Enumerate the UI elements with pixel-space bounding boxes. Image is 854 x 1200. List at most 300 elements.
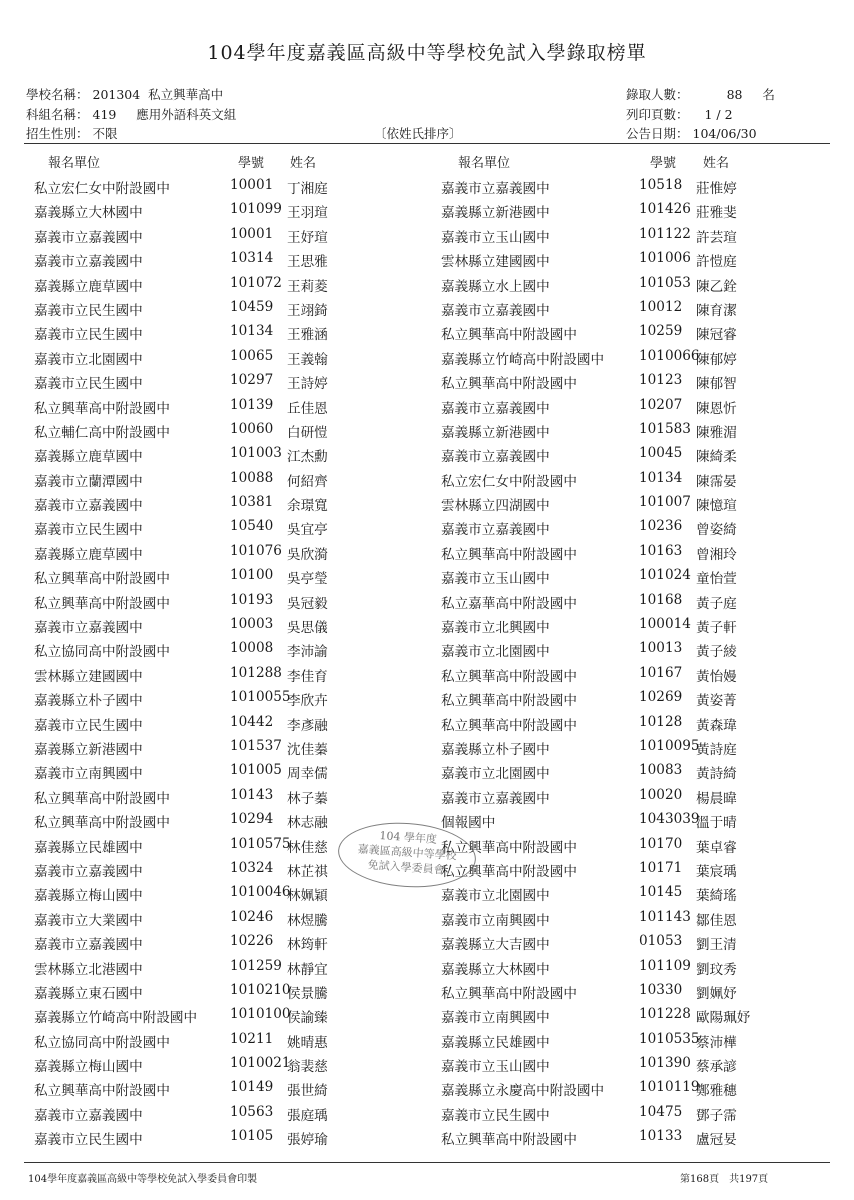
cell-id-right: 101143: [639, 908, 691, 925]
cell-name-left: 江杰勳: [287, 449, 328, 466]
cell-name-right: 蔡沛樺: [696, 1034, 737, 1051]
cell-unit-left: 嘉義市立南興國中: [34, 766, 143, 783]
cell-id-right: 10170: [639, 835, 683, 852]
cell-id-right: 101006: [639, 250, 691, 267]
cell-id-right: 101024: [639, 567, 691, 584]
cell-id-left: 101003: [230, 445, 282, 462]
cell-name-right: 黃姿菁: [696, 693, 737, 710]
col-name-left: 姓名: [290, 156, 317, 171]
table-row: [0, 369, 854, 393]
cell-id-left: 101076: [230, 542, 282, 559]
cell-name-right: 曾湘玲: [696, 546, 737, 563]
cell-name-left: 吳亭瑩: [287, 571, 328, 588]
table-row: [0, 540, 854, 564]
cell-name-right: 葉綺瑤: [696, 888, 737, 905]
cell-name-left: 姚晴惠: [287, 1034, 328, 1051]
table-row: [0, 1052, 854, 1076]
cell-name-left: 林芷祺: [287, 863, 328, 880]
cell-unit-left: 嘉義縣立鹿草國中: [34, 546, 143, 563]
cell-id-left: 10001: [230, 177, 274, 193]
cell-name-left: 張婷瑜: [287, 1132, 328, 1149]
cell-name-right: 莊惟婷: [696, 181, 737, 197]
cell-name-left: 林煜騰: [287, 912, 328, 929]
cell-id-right: 10163: [639, 542, 683, 559]
footer-rule: [24, 1162, 830, 1163]
cell-name-left: 林子蓁: [287, 790, 328, 807]
cell-unit-left: 嘉義市立民生國中: [34, 522, 143, 539]
cell-unit-right: 私立嘉華高中附設國中: [441, 595, 577, 612]
stamp-line-1: 104 學年度: [379, 829, 438, 847]
cell-unit-right: 雲林縣立四湖國中: [441, 498, 550, 515]
cell-name-left: 王妤瑄: [287, 229, 328, 246]
cell-id-left: 10381: [230, 494, 274, 511]
cell-name-right: 溫于晴: [696, 815, 737, 832]
cell-id-left: 10314: [230, 250, 274, 267]
cell-id-left: 10563: [230, 1103, 274, 1120]
cell-name-left: 王羽瑄: [287, 205, 328, 222]
page-info: [626, 105, 733, 123]
cell-unit-right: 嘉義縣立大林國中: [441, 961, 550, 978]
cell-id-right: 10207: [639, 396, 683, 413]
cell-name-left: 白研愷: [287, 424, 328, 441]
cell-id-left: 10226: [230, 933, 274, 950]
cell-unit-right: 嘉義縣立新港國中: [441, 424, 550, 441]
cell-name-left: 何紹齊: [287, 473, 328, 490]
cell-id-right: 100014: [639, 616, 691, 633]
cell-unit-left: 嘉義縣立民雄國中: [34, 839, 143, 856]
cell-name-right: 陳郁婷: [696, 351, 737, 368]
cell-name-right: 楊晨暐: [696, 790, 737, 807]
table-row: [0, 979, 854, 1003]
cell-unit-left: 私立協同高中附設國中: [34, 1034, 170, 1051]
cell-unit-left: 嘉義縣立東石國中: [34, 985, 143, 1002]
cell-unit-right: 嘉義市立嘉義國中: [441, 790, 550, 807]
cell-id-left: 10008: [230, 640, 274, 657]
table-row: [0, 1076, 854, 1100]
cell-unit-left: 嘉義市立蘭潭國中: [34, 473, 143, 490]
cell-id-left: 10143: [230, 786, 274, 803]
cell-unit-left: 嘉義縣立竹崎高中附設國中: [34, 1010, 198, 1027]
cell-unit-right: 雲林縣立建國國中: [441, 254, 550, 271]
table-row: [0, 394, 854, 418]
cell-name-left: 林筠軒: [287, 937, 328, 954]
cell-id-right: 101109: [639, 957, 691, 974]
col-unit-left: 報名單位: [48, 156, 101, 171]
table-row: [0, 784, 854, 808]
cell-name-right: 黃森瑋: [696, 717, 737, 734]
cell-unit-left: 嘉義縣立朴子國中: [34, 693, 143, 710]
table-row: [0, 955, 854, 979]
cell-unit-left: 嘉義市立民生國中: [34, 1132, 143, 1149]
table-row: [0, 1125, 854, 1149]
cell-id-right: 1010119: [639, 1079, 700, 1096]
col-id-left: 學號: [238, 156, 265, 171]
cell-id-left: 10003: [230, 616, 274, 633]
cell-unit-right: 嘉義市立北園國中: [441, 766, 550, 783]
cell-name-right: 劉王清: [696, 937, 737, 954]
page-value: 1 / 2: [704, 107, 733, 122]
cell-id-left: 10540: [230, 518, 274, 535]
cell-name-right: 盧冠妟: [696, 1132, 737, 1149]
gender-value: 不限: [92, 126, 118, 141]
cell-unit-right: 私立興華高中附設國中: [441, 327, 577, 344]
cell-unit-right: 嘉義縣立竹崎高中附設國中: [441, 351, 605, 368]
cell-unit-right: 私立興華高中附設國中: [441, 376, 577, 393]
roster-table: [0, 174, 854, 1150]
cell-id-left: 101005: [230, 762, 282, 779]
cell-name-left: 吳冠毅: [287, 595, 328, 612]
cell-name-left: 李佳育: [287, 668, 328, 685]
cell-id-right: 1043039: [639, 811, 700, 828]
cell-name-left: 侯景騰: [287, 985, 328, 1002]
cell-unit-right: 嘉義市立民生國中: [441, 1107, 550, 1124]
cell-name-left: 林靜宜: [287, 961, 328, 978]
cell-unit-left: 嘉義市立大業國中: [34, 912, 143, 929]
date-info: [626, 124, 757, 142]
cell-unit-left: 嘉義縣立梅山國中: [34, 888, 143, 905]
cell-unit-left: 嘉義市立嘉義國中: [34, 254, 143, 271]
cell-unit-right: 私立宏仁女中附設國中: [441, 473, 577, 490]
header-rule: [24, 143, 830, 144]
school-info: [26, 85, 223, 103]
cell-name-right: 黃詩綺: [696, 766, 737, 783]
cell-id-right: 10020: [639, 786, 683, 803]
date-label: 公告日期：: [626, 126, 689, 141]
cell-name-right: 黃怡嫚: [696, 668, 737, 685]
cell-id-left: 10294: [230, 811, 274, 828]
cell-name-right: 葉宸瑀: [696, 863, 737, 880]
cell-unit-left: 嘉義縣立新港國中: [34, 741, 143, 758]
table-row: [0, 589, 854, 613]
cell-id-right: 101007: [639, 494, 691, 511]
cell-name-right: 許芸瑄: [696, 229, 737, 246]
cell-unit-left: 私立興華高中附設國中: [34, 571, 170, 588]
cell-unit-right: 嘉義縣立新港國中: [441, 205, 550, 222]
cell-name-left: 王莉菱: [287, 278, 328, 295]
cell-unit-right: 私立興華高中附設國中: [441, 693, 577, 710]
table-row: [0, 442, 854, 466]
cell-id-right: 101583: [639, 420, 691, 437]
cell-name-left: 余璟寬: [287, 498, 328, 515]
cell-unit-left: 雲林縣立北港國中: [34, 961, 143, 978]
cell-id-left: 10001: [230, 225, 274, 242]
col-id-right: 學號: [650, 156, 677, 171]
dept-info: [26, 105, 236, 123]
cell-unit-left: 雲林縣立建國國中: [34, 668, 143, 685]
cell-unit-right: 嘉義市立玉山國中: [441, 229, 550, 246]
cell-name-left: 王翊錡: [287, 302, 328, 319]
cell-name-right: 歐陽珮妤: [696, 1010, 751, 1027]
table-row: [0, 1028, 854, 1052]
cell-unit-left: 私立興華高中附設國中: [34, 400, 170, 417]
cell-name-right: 陳冠睿: [696, 327, 737, 344]
cell-id-right: 10128: [639, 713, 683, 730]
cell-id-right: 10269: [639, 689, 683, 706]
cell-id-left: 10065: [230, 347, 274, 364]
cell-name-right: 蔡承諺: [696, 1059, 737, 1076]
cell-name-right: 莊雅斐: [696, 205, 737, 222]
cell-id-right: 101426: [639, 201, 691, 218]
cell-unit-left: 嘉義市立嘉義國中: [34, 620, 143, 637]
cell-id-left: 10149: [230, 1079, 274, 1096]
cell-name-left: 翁裴慈: [287, 1059, 328, 1076]
cell-unit-right: 嘉義縣立民雄國中: [441, 1034, 550, 1051]
cell-id-left: 1010021: [230, 1055, 291, 1072]
cell-id-right: 10475: [639, 1103, 683, 1120]
table-row: [0, 418, 854, 442]
cell-unit-right: 私立興華高中附設國中: [441, 863, 577, 880]
cell-name-left: 王詩婷: [287, 376, 328, 393]
cell-id-left: 10211: [230, 1030, 274, 1047]
cell-name-right: 黃子綾: [696, 644, 737, 661]
cell-name-left: 王義翰: [287, 351, 328, 368]
cell-unit-right: 嘉義市立北興國中: [441, 620, 550, 637]
cell-unit-right: 嘉義縣立大吉國中: [441, 937, 550, 954]
gender-info: [26, 124, 118, 142]
cell-id-left: 10459: [230, 298, 274, 315]
cell-name-right: 葉卓睿: [696, 839, 737, 856]
cell-unit-right: 嘉義市立南興國中: [441, 1010, 550, 1027]
cell-id-left: 10060: [230, 420, 274, 437]
cell-unit-right: 嘉義市立南興國中: [441, 912, 550, 929]
cell-unit-left: 私立興華高中附設國中: [34, 595, 170, 612]
table-row: [0, 613, 854, 637]
cell-unit-left: 私立宏仁女中附設國中: [34, 181, 170, 197]
table-row: [0, 223, 854, 247]
cell-unit-right: 嘉義縣立永慶高中附設國中: [441, 1083, 605, 1100]
cell-name-left: 林姵穎: [287, 888, 328, 905]
cell-name-right: 陳霈晏: [696, 473, 737, 490]
table-row: [0, 345, 854, 369]
cell-unit-right: 嘉義市立玉山國中: [441, 1059, 550, 1076]
school-label: 學校名稱：: [26, 87, 89, 102]
cell-name-right: 童怡萱: [696, 571, 737, 588]
cell-name-right: 劉玟秀: [696, 961, 737, 978]
cell-unit-right: 嘉義縣立朴子國中: [441, 741, 550, 758]
cell-unit-left: 私立協同高中附設國中: [34, 644, 170, 661]
cell-id-right: 10171: [639, 859, 683, 876]
cell-id-right: 10167: [639, 664, 683, 681]
table-row: [0, 759, 854, 783]
cell-name-left: 林志融: [287, 815, 328, 832]
table-row: [0, 1003, 854, 1027]
cell-unit-right: 嘉義市立北園國中: [441, 888, 550, 905]
cell-id-right: 10330: [639, 981, 683, 998]
cell-unit-right: 私立興華高中附設國中: [441, 668, 577, 685]
cell-name-left: 李彥融: [287, 717, 328, 734]
cell-unit-left: 嘉義市立民生國中: [34, 302, 143, 319]
cell-id-right: 1010066: [639, 347, 700, 364]
cell-unit-left: 嘉義市立嘉義國中: [34, 1107, 143, 1124]
cell-id-left: 10193: [230, 591, 274, 608]
cell-id-left: 10105: [230, 1128, 274, 1145]
cell-unit-left: 嘉義縣立梅山國中: [34, 1059, 143, 1076]
cell-id-left: 101259: [230, 957, 282, 974]
cell-unit-left: 嘉義市立民生國中: [34, 717, 143, 734]
sort-note: 〔依姓氏排序〕: [374, 126, 462, 141]
cell-name-right: 曾姿綺: [696, 522, 737, 539]
cell-name-left: 李欣卉: [287, 693, 328, 710]
cell-unit-right: 個報國中: [441, 815, 496, 832]
cell-unit-left: 嘉義市立嘉義國中: [34, 498, 143, 515]
stamp-line-2: 嘉義區高級中等學校: [357, 842, 458, 863]
cell-id-right: 101122: [639, 225, 691, 242]
cell-unit-right: 私立興華高中附設國中: [441, 546, 577, 563]
cell-unit-right: 私立興華高中附設國中: [441, 717, 577, 734]
table-row: [0, 515, 854, 539]
cell-name-right: 黃詩庭: [696, 741, 737, 758]
cell-name-right: 黃子庭: [696, 595, 737, 612]
dept-name: 應用外語科英文組: [136, 107, 237, 122]
cell-id-left: 10100: [230, 567, 274, 584]
cell-id-left: 1010210: [230, 981, 291, 998]
table-row: [0, 662, 854, 686]
cell-id-right: 10045: [639, 445, 683, 462]
table-row: [0, 711, 854, 735]
school-name: 私立興華高中: [148, 87, 224, 102]
table-row: [0, 686, 854, 710]
cell-name-right: 鄭雅穗: [696, 1083, 737, 1100]
cell-id-left: 1010055: [230, 689, 291, 706]
table-row: [0, 735, 854, 759]
cell-unit-left: 嘉義市立嘉義國中: [34, 229, 143, 246]
cell-name-right: 陳憶瑄: [696, 498, 737, 515]
count-unit: 名: [762, 87, 775, 102]
cell-name-left: 丁湘庭: [287, 181, 328, 197]
cell-name-left: 吳思儀: [287, 620, 328, 637]
cell-id-right: 10259: [639, 323, 683, 340]
cell-unit-left: 私立輔仁高中附設國中: [34, 424, 170, 441]
cell-id-right: 1010095: [639, 737, 700, 754]
cell-id-right: 101053: [639, 274, 691, 291]
cell-id-right: 10123: [639, 372, 683, 389]
cell-name-right: 陳乙銓: [696, 278, 737, 295]
cell-name-right: 陳雅湄: [696, 424, 737, 441]
cell-unit-left: 嘉義縣立鹿草國中: [34, 278, 143, 295]
cell-id-left: 1010046: [230, 884, 291, 901]
table-row: [0, 467, 854, 491]
date-value: 104/06/30: [692, 126, 757, 141]
dept-label: 科組名稱：: [26, 107, 89, 122]
cell-id-right: 101390: [639, 1055, 691, 1072]
count-label: 錄取人數：: [626, 87, 689, 102]
table-row: [0, 637, 854, 661]
cell-name-left: 侯諭臻: [287, 1010, 328, 1027]
cell-id-right: 10013: [639, 640, 683, 657]
cell-name-right: 陳綺柔: [696, 449, 737, 466]
cell-unit-right: 私立興華高中附設國中: [441, 839, 577, 856]
cell-unit-right: 嘉義市立北園國中: [441, 644, 550, 661]
page-title: 104學年度嘉義區高級中等學校免試入學錄取榜單: [207, 42, 647, 64]
cell-unit-right: 私立興華高中附設國中: [441, 1132, 577, 1149]
cell-id-left: 10324: [230, 859, 274, 876]
table-row: [0, 564, 854, 588]
cell-id-right: 10236: [639, 518, 683, 535]
cell-unit-left: 嘉義市立嘉義國中: [34, 863, 143, 880]
table-row: [0, 198, 854, 222]
cell-name-right: 鄧子霈: [696, 1107, 737, 1124]
table-row: [0, 272, 854, 296]
cell-name-left: 吳宜亭: [287, 522, 328, 539]
cell-name-left: 王雅涵: [287, 327, 328, 344]
table-row: [0, 906, 854, 930]
cell-unit-right: 嘉義市立嘉義國中: [441, 181, 550, 197]
table-row: [0, 296, 854, 320]
cell-id-right: 1010535: [639, 1030, 700, 1047]
footer-left: 104學年度嘉義區高級中等學校免試入學委員會印製: [28, 1174, 258, 1185]
cell-id-right: 10168: [639, 591, 683, 608]
cell-name-left: 林佳慈: [287, 839, 328, 856]
cell-unit-right: 嘉義市立嘉義國中: [441, 302, 550, 319]
cell-id-right: 10134: [639, 469, 683, 486]
dept-code: 419: [92, 107, 117, 122]
footer-right: 第168頁 共197頁: [680, 1174, 769, 1185]
cell-id-left: 10442: [230, 713, 274, 730]
cell-name-right: 陳恩忻: [696, 400, 737, 417]
cell-name-right: 黃子軒: [696, 620, 737, 637]
cell-id-left: 101072: [230, 274, 282, 291]
cell-id-right: 101228: [639, 1006, 691, 1023]
cell-id-left: 101288: [230, 664, 282, 681]
cell-id-right: 10012: [639, 298, 683, 315]
cell-name-left: 周幸儒: [287, 766, 328, 783]
cell-unit-left: 私立興華高中附設國中: [34, 815, 170, 832]
cell-name-right: 陳郁智: [696, 376, 737, 393]
cell-unit-left: 嘉義縣立大林國中: [34, 205, 143, 222]
table-row: [0, 491, 854, 515]
cell-id-left: 10297: [230, 372, 274, 389]
cell-id-left: 101099: [230, 201, 282, 218]
cell-unit-right: 嘉義市立嘉義國中: [441, 400, 550, 417]
cell-unit-right: 嘉義市立玉山國中: [441, 571, 550, 588]
table-row: [0, 247, 854, 271]
cell-name-left: 沈佳蓁: [287, 741, 328, 758]
count-info: [626, 85, 775, 103]
cell-unit-left: 嘉義市立民生國中: [34, 376, 143, 393]
cell-name-left: 吳欣漪: [287, 546, 328, 563]
cell-name-right: 鄒佳恩: [696, 912, 737, 929]
cell-id-right: 10518: [639, 177, 683, 193]
cell-unit-left: 嘉義市立民生國中: [34, 327, 143, 344]
cell-name-left: 李沛諭: [287, 644, 328, 661]
cell-name-left: 丘佳恩: [287, 400, 328, 417]
cell-id-right: 01053: [639, 933, 683, 950]
table-row: [0, 320, 854, 344]
cell-unit-left: 嘉義市立北園國中: [34, 351, 143, 368]
cell-name-left: 張庭瑀: [287, 1107, 328, 1124]
gender-label: 招生性別：: [26, 126, 89, 141]
cell-name-left: 張世綺: [287, 1083, 328, 1100]
cell-unit-left: 私立興華高中附設國中: [34, 1083, 170, 1100]
cell-unit-left: 嘉義縣立鹿草國中: [34, 449, 143, 466]
table-row: [0, 930, 854, 954]
school-code: 201304: [92, 87, 141, 102]
table-row: [0, 174, 854, 198]
page-label: 列印頁數：: [626, 107, 689, 122]
cell-unit-right: 嘉義縣立水上國中: [441, 278, 550, 295]
cell-name-right: 許愷庭: [696, 254, 737, 271]
table-row: [0, 1101, 854, 1125]
stamp-line-3: 免試入學委員會: [367, 858, 445, 877]
cell-unit-right: 嘉義市立嘉義國中: [441, 522, 550, 539]
cell-name-right: 陳育潔: [696, 302, 737, 319]
cell-id-left: 1010100: [230, 1006, 291, 1023]
col-name-right: 姓名: [703, 156, 730, 171]
cell-unit-right: 私立興華高中附設國中: [441, 985, 577, 1002]
cell-name-left: 王思雅: [287, 254, 328, 271]
cell-id-right: 10145: [639, 884, 683, 901]
cell-unit-left: 嘉義市立嘉義國中: [34, 937, 143, 954]
